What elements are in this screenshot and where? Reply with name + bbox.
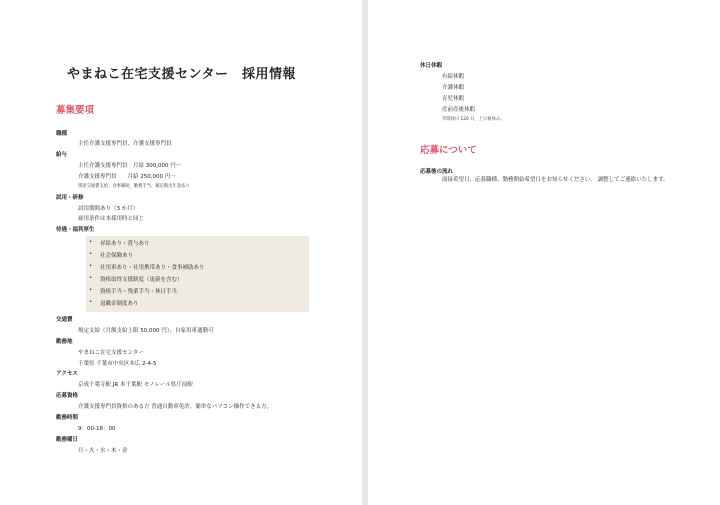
qualification-label: 応募資格 [56,393,79,399]
salary-line-2: 介護支援専門員 月給 250,000 円〜 [78,174,176,180]
trial-line-2: 雇用条件は本採用時と同じ [78,216,145,222]
holiday-item: 育児休暇 [442,96,465,102]
location-line-1: やまねこ在宅支援センター [78,350,144,356]
bullet-icon: • [89,263,93,269]
workdays-label: 勤務曜日 [56,437,79,443]
access-value: 京成千葉寺駅 JR 本千葉駅 モノレール県庁前駅 [78,382,193,388]
holiday-item: 産前産後休暇 [442,107,476,113]
apply-heading: 応募について [420,145,477,156]
document-page-2 [368,0,720,505]
trial-label: 試用・研修 [56,195,84,201]
document-title: やまねこ在宅支援センター 採用情報 [67,67,296,82]
holidays-label: 休日休暇 [420,63,443,69]
bullet-icon: • [89,299,93,305]
job-type-value: 主任介護支援専門員、介護支援専門員 [78,141,172,147]
benefits-label: 待遇・福利厚生 [56,227,95,233]
transport-value: 規定支給（月額支給上限 50,000 円）、自家用車通勤可 [78,328,214,334]
bullet-icon: • [89,275,93,281]
trial-line-1: 試用期間あり（3 か月） [78,206,139,212]
job-type-label: 職種 [56,131,68,137]
holidays-note: 年間休日 120 日、土日祝休み。 [442,117,505,122]
benefit-item: • 社用車あり・社用携帯あり・食事補助あり [89,263,205,271]
holiday-item: 介護休暇 [442,85,465,91]
location-line-2: 千葉県 千葉市中央区本広 2-4-5 [78,361,157,367]
apply-flow-text: 面接希望日、応募職種、勤務開始希望日をお知らせください。 調整してご連絡いたします。 [442,177,669,183]
holiday-item: 有給休暇 [442,74,465,80]
bullet-icon: • [89,251,93,257]
qualification-value: 介護支援専門員資格のある方 普通自動車免許、簡単なパソコン操作できる方。 [78,404,273,410]
salary-note: 別途交通費支給、食事補助、勤務手当、確定拠出年金あり [78,184,190,189]
benefit-item: • 退職金制度あり [89,299,139,307]
benefit-item: • 資格取得支援制度（更新を含む） [89,275,183,283]
benefit-item: • 社会保険あり [89,251,134,259]
benefits-box [86,236,309,312]
apply-flow-label: 応募後の流れ [420,169,454,175]
hours-value: 9：00-18：00 [78,426,116,432]
salary-label: 給与 [56,152,68,158]
location-label: 勤務地 [56,339,73,345]
benefit-item: • 資格手当・残業手当・休日手当 [89,287,178,295]
bullet-icon: • [89,239,93,245]
access-label: アクセス [56,371,78,377]
bullet-icon: • [89,287,93,293]
benefit-item: • 昇給あり・賞与あり [89,239,150,247]
salary-line-1: 主任介護支援専門員 月給 300,000 円〜 [78,163,182,169]
transport-label: 交通費 [56,317,73,323]
recruit-heading: 募集要項 [56,105,95,116]
workdays-value: 月・火・水・木・金 [78,448,128,454]
hours-label: 勤務時間 [56,415,79,421]
